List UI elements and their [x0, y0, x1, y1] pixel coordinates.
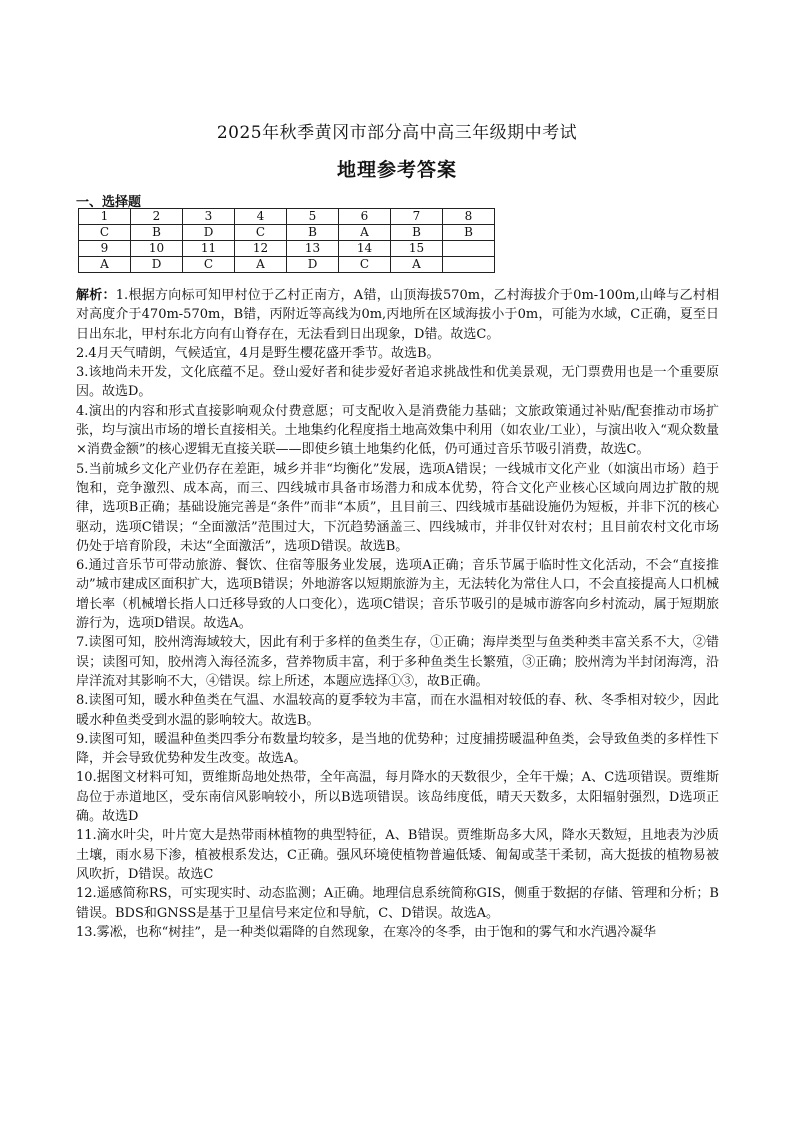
answer-table-row	[79, 209, 495, 225]
analysis-paragraph: 2.4月天气晴朗，气候适宜，4月是野生樱花盛开季节。故选B。	[76, 345, 440, 361]
answer-table-cell: A	[391, 257, 443, 273]
analysis-paragraph: 5.当前城乡文化产业仍存在差距，城乡并非“均衡化”发展，选项A错误；一线城市文化产业（如演出市场）趋于饱和，竞争激烈、成本高，而三、四线城市具备市场潜力和成本优势，符合文化产业核心区域向周边扩散的规律，选项B正确；基础设施完善是“条件”而非“本质”，且目前三、四线城市基础设施仍为短板，并非下沉的核心驱动，选项C错误；“全面激活”范围过大，下沉趋势涵盖三、四线城市，并非仅针对农村；且目前农村文化市场仍处于培育阶段，未达“全面激活”，选项D错误。故选B。	[76, 461, 719, 554]
answer-table-cell: B	[443, 225, 495, 241]
answer-table-cell: D	[131, 257, 183, 273]
answer-table-row	[79, 225, 495, 241]
analysis-paragraph: 7.读图可知，胶州湾海域较大，因此有利于多样的鱼类生存，①正确；海岸类型与鱼类种类丰富关系不大，②错误；读图可知，胶州湾入海径流多，营养物质丰富，利于多种鱼类生长繁殖，③正确；胶州湾为半封闭海湾，沿岸洋流对其影响不大，④错误。综上所述，本题应选择①③，故B正确。	[76, 635, 719, 689]
answer-table-row	[79, 257, 495, 273]
answer-table-cell: A	[339, 225, 391, 241]
answer-table-cell: D	[183, 225, 235, 241]
answer-table-cell: C	[183, 257, 235, 273]
page-subtitle: 地理参考答案	[336, 159, 457, 181]
answer-table-cell: A	[235, 257, 287, 273]
answer-table-cell	[443, 241, 495, 257]
answer-table-cell: C	[79, 225, 131, 241]
analysis-body	[76, 286, 719, 942]
answer-table-cell: 14	[339, 241, 391, 257]
answer-table-cell: 12	[235, 241, 287, 257]
answer-table-cell: 9	[79, 241, 131, 257]
answer-table-cell: 15	[391, 241, 443, 257]
answer-table-cell: 11	[183, 241, 235, 257]
answer-table-cell: 1	[79, 209, 131, 225]
answer-table-cell: 8	[443, 209, 495, 225]
answer-table-cell: B	[287, 225, 339, 241]
answer-table-cell: 13	[287, 241, 339, 257]
analysis-paragraph: 13.雾凇，也称“树挂”，是一种类似霜降的自然现象，在寒冷的冬季，由于饱和的雾气和水汽遇冷凝华	[76, 924, 656, 940]
answer-table-row	[79, 241, 495, 257]
answer-table-cell: B	[131, 225, 183, 241]
analysis-paragraph: 8.读图可知，暖水种鱼类在气温、水温较高的夏季较为丰富，而在水温相对较低的春、秋、冬季相对较少，因此暖水种鱼类受到水温的影响较大。故选B。	[76, 693, 719, 728]
page-title: 2025年秋季黄冈市部分高中高三年级期中考试	[216, 123, 578, 143]
analysis-paragraph: 10.据图文材料可知，贾维斯岛地处热带，全年高温，每月降水的天数很少，全年干燥；A、C选项错误。贾维斯岛位于赤道地区，受东南信风影响较小，所以B选项错误。该岛纬度低，晴天天数多，太阳辐射强烈，D选项正确。故选D	[76, 770, 719, 825]
analysis-paragraph: 3.该地尚未开发，文化底蕴不足。登山爱好者和徒步爱好者追求挑战性和优美景观，无门票费用也是一个重要原因。故选D。	[76, 365, 719, 400]
analysis-label: 解析：	[76, 288, 116, 303]
answer-table-cell: 6	[339, 209, 391, 225]
answer-table-cell: 7	[391, 209, 443, 225]
answer-table-cell: 10	[131, 241, 183, 257]
answer-table-cell: 3	[183, 209, 235, 225]
analysis-paragraph: 9.读图可知，暖温种鱼类四季分布数量均较多，是当地的优势种；过度捕捞暖温种鱼类，会导致鱼类的多样性下降，并会导致优势种发生改变。故选A。	[76, 731, 719, 767]
analysis-paragraph: 12.遥感简称RS，可实现实时、动态监测；A正确。地理信息系统简称GIS，侧重于数据的存储、管理和分析；B错误。BDS和GNSS是基于卫星信号来定位和导航，C、D错误。故选A。	[76, 886, 719, 921]
answer-table-cell: D	[287, 257, 339, 273]
answer-table-cell: 2	[131, 209, 183, 225]
answer-table-cell: 4	[235, 209, 287, 225]
analysis-paragraph: 4.演出的内容和形式直接影响观众付费意愿；可支配收入是消费能力基础；文旅政策通过补贴/配套推动市场扩张，均与演出市场的增长直接相关。土地集约化程度指土地高效集中利用（如农业/工业），与演出收入“观众数量×消费金额”的核心逻辑无直接关联——即使乡镇土地集约化低，仍可通过音乐节吸引消费，故选C。	[76, 403, 719, 458]
answer-table	[78, 208, 495, 273]
answer-table-cell: 5	[287, 209, 339, 225]
answer-table-cell: B	[391, 225, 443, 241]
answer-table-cell: C	[235, 225, 287, 241]
answer-table-cell	[443, 257, 495, 273]
answer-table-cell: A	[79, 257, 131, 273]
analysis-paragraph: 11.滴水叶尖，叶片宽大是热带雨林植物的典型特征，A、B错误。贾维斯岛多大风，降水天数短，且地表为沙质土壤，雨水易下渗，植被根系发达，C正确。强风环境使植物普遍低矮、匍匐或茎干柔韧，高大挺拔的植物易被风吹折，D错误。故选C	[76, 828, 719, 882]
section-heading: 一、选择题	[76, 195, 142, 210]
answer-table-cell: C	[339, 257, 391, 273]
analysis-paragraph: 6.通过音乐节可带动旅游、餐饮、住宿等服务业发展，选项A正确；音乐节属于临时性文化活动，不会“直接推动”城市建成区面积扩大，选项B错误；外地游客以短期旅游为主，无法转化为常住人口，不会直接提高人口机械增长率（机械增长指人口迁移导致的人口变化），选项C错误；音乐节吸引的是城市游客向乡村流动，属于短期旅游行为，选项D错误。故选A。	[76, 558, 719, 632]
analysis-paragraph: 解析：1.根据方向标可知甲村位于乙村正南方，A错，山顶海拔570m，乙村海拔介于0m-100m,山峰与乙村相对高度介于470m-570m，B错，丙附近等高线为0m,丙地所在区域海拔小于0m，可能为水域，C正确，夏至日日出东北，甲村东北方向有山脊存在，无法看到日出现象，D错。故选C。	[76, 288, 719, 342]
